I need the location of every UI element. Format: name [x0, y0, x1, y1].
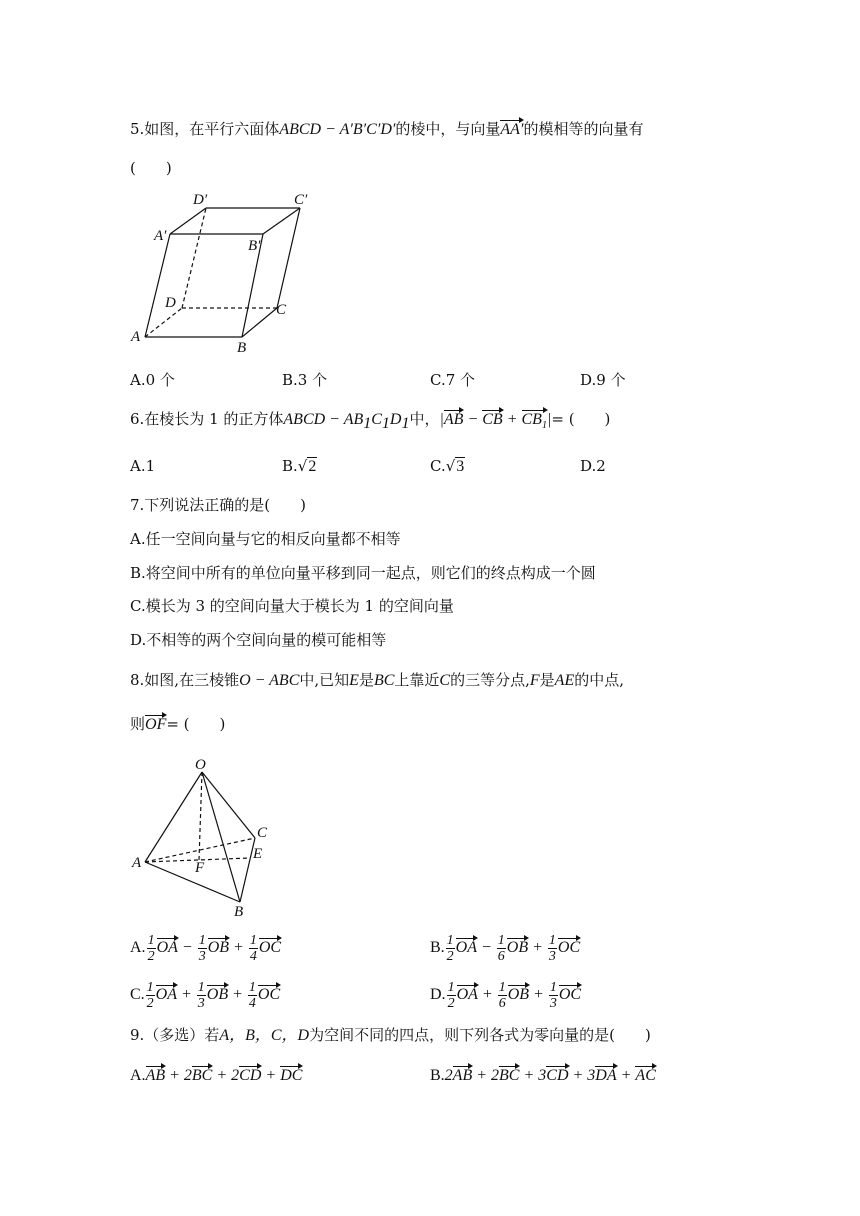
label-A2: A	[132, 855, 142, 871]
q6-option-b: B.√2	[282, 457, 317, 475]
label-C2: C	[257, 825, 268, 841]
label-Ap: A′	[154, 228, 167, 244]
q5-stem: 5.如图，在平行六面体ABCD − A′B′C′D′的棱中，与向量AA′的模相等的向量有	[130, 118, 643, 141]
q6-stem: 6.在棱长为 1 的正方体ABCD − $AB_1C_1D_1$中，|AB − CB + $CB_1|=$ ( )	[130, 408, 610, 437]
q9-option-b: B.2AB + 2BC + 3CD + 3DA + AC	[430, 1065, 656, 1087]
label-C: C	[276, 302, 287, 318]
q7-option-b: B.将空间中所有的单位向量平移到同一起点，则它们的终点构成一个圆	[130, 564, 596, 582]
q5-paren: ( )	[130, 159, 172, 177]
q8-question-line: 则OF= ( )	[130, 713, 225, 736]
q8-option-b: B. $\frac{1}{2}$ OA − $\frac{1}{6}$ OB + $\frac{1}{3}$ OC	[430, 933, 581, 964]
q6-option-d: D.2	[580, 457, 606, 475]
q8-option-a: A. $\frac{1}{2}$ OA − $\frac{1}{3}$ OB + $\frac{1}{4}$ OC	[130, 933, 282, 964]
label-O: O	[195, 757, 206, 773]
q5-option-b: B.3 个	[282, 371, 328, 389]
q5-option-c: C.7 个	[430, 371, 476, 389]
q6-option-c: C.√3	[430, 457, 465, 475]
q7-option-c: C.模长为 3 的空间向量大于模长为 1 的空间向量	[130, 597, 454, 615]
q6-option-a: A.1	[130, 457, 156, 475]
label-B: B	[237, 340, 247, 356]
q7-option-d: D.不相等的两个空间向量的模可能相等	[130, 631, 387, 649]
q5-option-d: D.9 个	[580, 371, 626, 389]
label-Bp: B′	[248, 238, 261, 254]
label-D: D	[165, 295, 176, 311]
q8-option-d: D. $\frac{1}{2}$ OA + $\frac{1}{6}$ OB + $\frac{1}{3}$ OC	[430, 980, 582, 1011]
q5-option-a: A.0 个	[130, 371, 175, 389]
q8-stem: 8.如图,在三棱锥O − ABC中,已知E是BC上靠近C的三等分点,F是AE的中点,	[130, 671, 624, 689]
label-B2: B	[234, 904, 244, 920]
label-E: E	[253, 846, 263, 862]
q8-option-c: C. $\frac{1}{2}$ OA + $\frac{1}{3}$ OB + $\frac{1}{4}$ OC	[130, 980, 281, 1011]
label-Cp: C′	[294, 192, 308, 208]
label-Dp: D′	[193, 192, 208, 208]
q7-option-a: A.任一空间向量与它的相反向量都不相等	[130, 530, 401, 548]
label-A: A	[131, 329, 141, 345]
label-F: F	[195, 860, 205, 876]
q9-stem: 9.（多选）若A，B，C，D为空间不同的四点，则下列各式为零向量的是( )	[130, 1026, 651, 1044]
q9-option-a: A.AB + 2BC + 2CD + DC	[130, 1065, 302, 1087]
q7-stem: 7.下列说法正确的是( )	[130, 496, 307, 514]
